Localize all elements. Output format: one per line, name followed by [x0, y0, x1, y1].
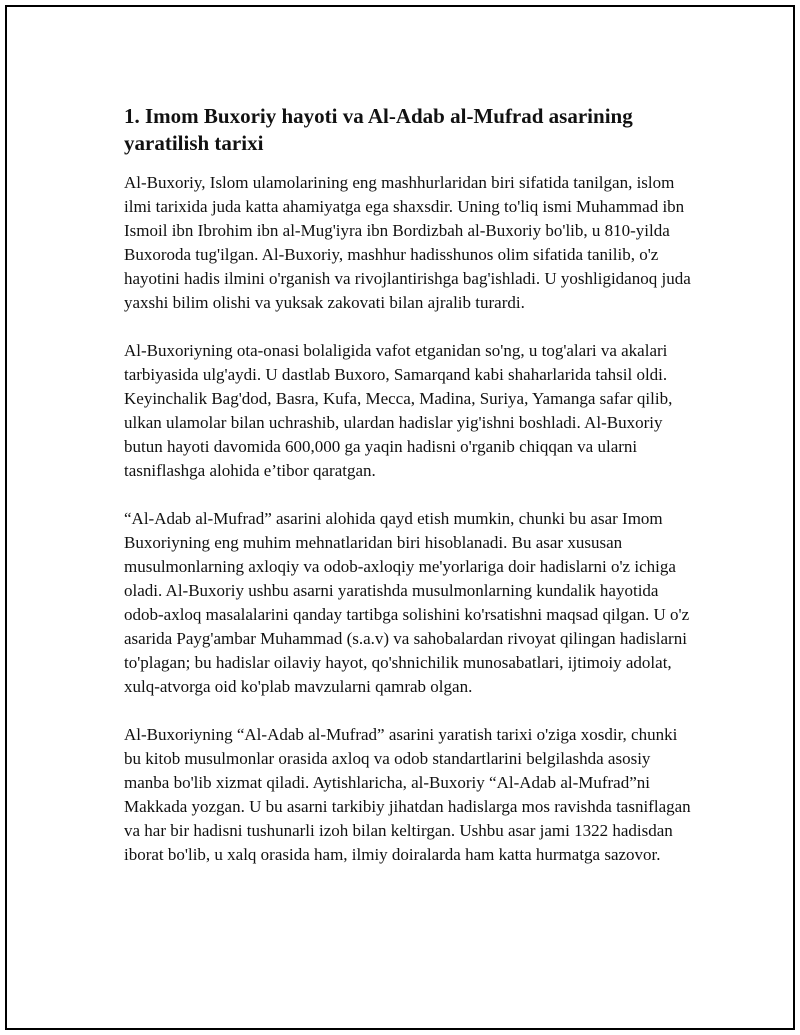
paragraph-biography: Al-Buxoriy, Islom ulamolarining eng mashhurlaridan biri sifatida tanilgan, islom ilmi tarixida juda katta ahamiyatga ega shaxsdir. Uning to'liq ismi Muhammad ibn Ismoil ibn Ibrohim ibn al-Mug'iyra ibn Bordizbah al-Buxoriy bo'lib, u 810-yilda Buxoroda tug'ilgan. Al-Buxoriy, mashhur hadisshunos olim sifatida tanilib, o'z hayotini hadis ilmini o'rganish va rivojlantirishga bag'ishladi. U yoshligidanoq juda yaxshi bilim olishi va yuksak zakovati bilan ajralib turardi.: [124, 173, 691, 312]
document-body: [124, 103, 692, 891]
paragraph-al-adab-overview: “Al-Adab al-Mufrad” asarini alohida qayd etish mumkin, chunki bu asar Imom Buxoriyning eng muhim mehnatlaridan biri hisoblanadi. Bu asar xususan musulmonlarning axloqiy va odob-axloqiy me'yorlariga doir hadislarni o'z ichiga oladi. Al-Buxoriy ushbu asarni yaratishda musulmonlarning kundalik hayotida odob-axloq masalalarini qanday tartibga solishini ko'rsatishni maqsad qilgan. U o'z asarida Payg'ambar Muhammad (s.a.v) va sahobalardan rivoyat qilingan hadislarni to'plagan; bu hadislar oilaviy hayot, qo'shnichilik munosabatlari, ijtimoiy adolat, xulq-atvorga oid ko'plab mavzularni qamrab olgan.: [124, 509, 690, 696]
section-heading: 1. Imom Buxoriy hayoti va Al-Adab al-Mufrad asarining yaratilish tarixi: [124, 104, 633, 155]
paragraph-al-adab-history: Al-Buxoriyning “Al-Adab al-Mufrad” asarini yaratish tarixi o'ziga xosdir, chunki bu kitob musulmonlar orasida axloq va odob standartlarini belgilashda asosiy manba bo'lib xizmat qiladi. Aytishlaricha, al-Buxoriy “Al-Adab al-Mufrad”ni Makkada yozgan. U bu asarni tarkibiy jihatdan hadislarga mos ravishda tasniflagan va har bir hadisni tushunarli izoh bilan keltirgan. Ushbu asar jami 1322 hadisdan iborat bo'lib, u xalq orasida ham, ilmiy doiralarda ham katta hurmatga sazovor.: [124, 725, 691, 864]
page-frame: [5, 5, 795, 1030]
paragraph-education: Al-Buxoriyning ota-onasi bolaligida vafot etganidan so'ng, u tog'alari va akalari tarbiyasida ulg'aydi. U dastlab Buxoro, Samarqand kabi shaharlarida tahsil oldi. Keyinchalik Bag'dod, Basra, Kufa, Mecca, Madina, Suriya, Yamanga safar qilib, ulkan ulamolar bilan uchrashib, ulardan hadislar yig'ishni boshladi. Al-Buxoriy butun hayoti davomida 600,000 ga yaqin hadisni o'rganib chiqqan va ularni tasniflashga alohida e’tibor qaratgan.: [124, 341, 673, 480]
